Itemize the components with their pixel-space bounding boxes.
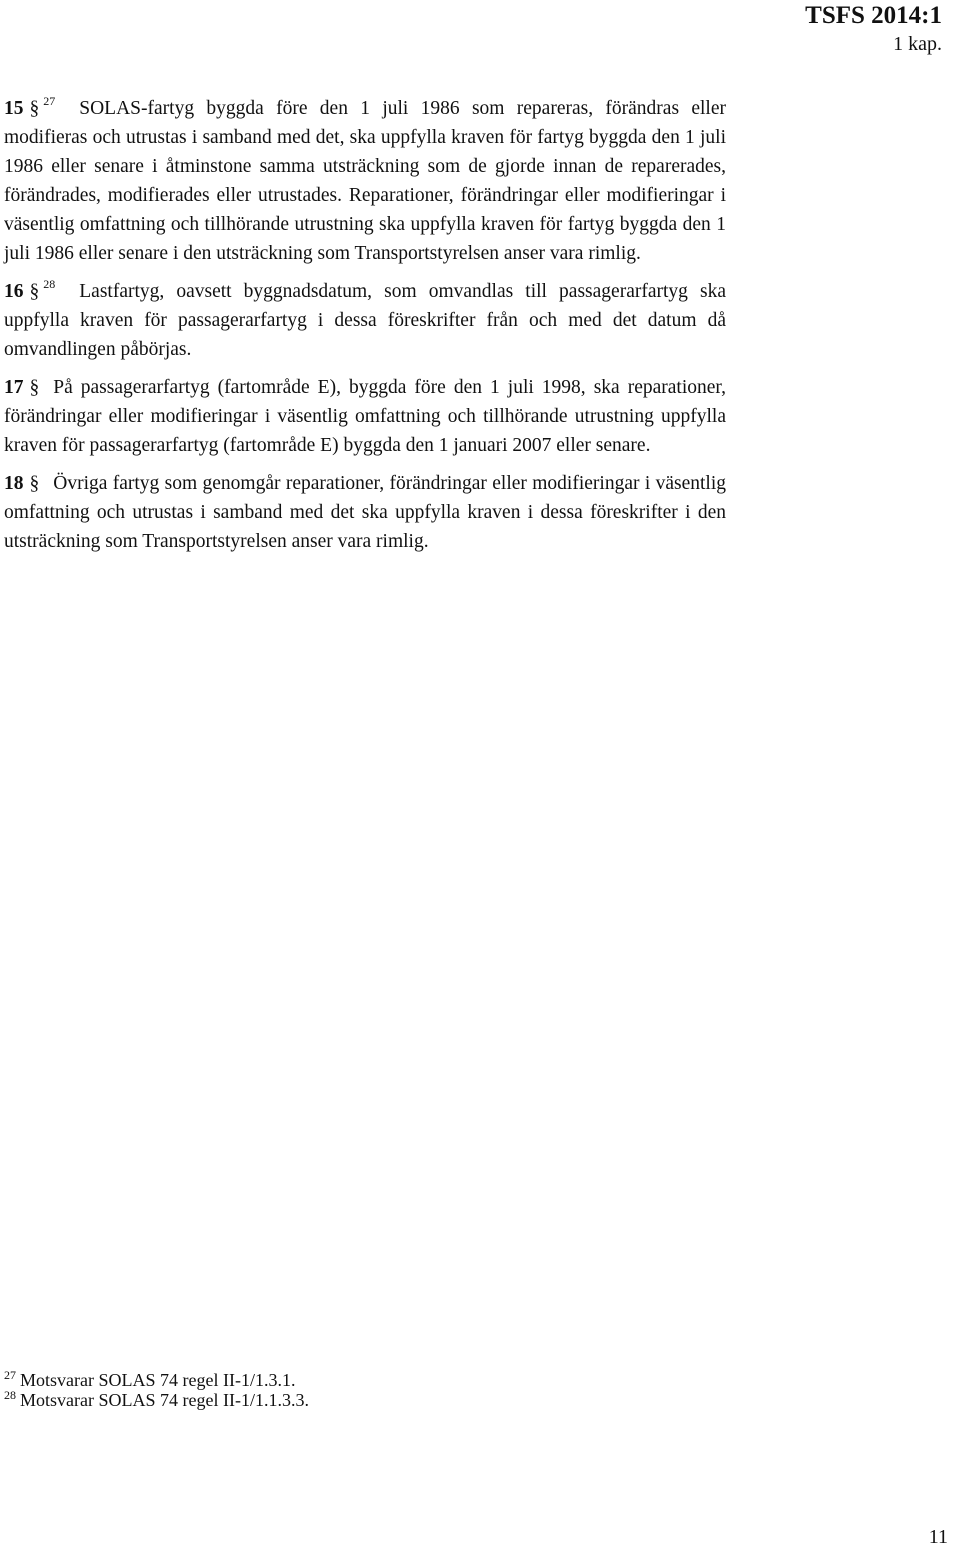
footnotes <box>4 1370 309 1410</box>
footnote-reference: 28 <box>43 277 56 291</box>
page-number: 11 <box>928 1526 948 1548</box>
paragraph-number: 15 <box>4 98 24 119</box>
paragraph-18 <box>4 469 726 556</box>
footnote-28 <box>4 1390 309 1410</box>
paragraph-number: 17 <box>4 377 24 398</box>
paragraph-number: 18 <box>4 473 24 494</box>
page-header <box>805 2 942 58</box>
section-sign: § <box>29 98 40 119</box>
paragraph-15 <box>4 94 726 268</box>
paragraph-text: Lastfartyg, oavsett byggnadsdatum, som omvandlas till passagerarfartyg ska uppfylla kraven för passagerarfartyg i dessa föreskrifter från och med det datum då omvandlingen påbörjas. <box>4 281 726 360</box>
paragraph-text: Övriga fartyg som genomgår reparationer, förändringar eller modifieringar i väsentlig omfattning och utrustas i samband med det ska uppfylla kraven i dessa föreskrifter i den utsträckning som Transportstyrelsen anser vara rimlig. <box>4 473 726 552</box>
footnote-27 <box>4 1370 309 1390</box>
footnote-mark: 27 <box>4 1368 16 1382</box>
paragraph-17 <box>4 373 726 460</box>
footnote-reference: 27 <box>43 94 56 108</box>
section-sign: § <box>29 473 40 494</box>
footnote-text: Motsvarar SOLAS 74 regel II-1/1.3.1. <box>20 1370 296 1390</box>
paragraph-text: På passagerarfartyg (fartområde E), byggda före den 1 juli 1998, ska reparationer, förändringar eller modifieringar i väsentlig omfattning och tillhörande utrustning uppfylla kraven för passagerarfartyg (fartområde E) byggda den 1 januari 2007 eller senare. <box>4 377 726 456</box>
section-sign: § <box>29 281 40 302</box>
footnote-mark: 28 <box>4 1388 16 1402</box>
paragraph-16 <box>4 277 726 364</box>
section-sign: § <box>29 377 40 398</box>
footnote-text: Motsvarar SOLAS 74 regel II-1/1.1.3.3. <box>20 1390 309 1410</box>
document-body <box>4 94 726 565</box>
chapter-label: 1 kap. <box>893 33 942 55</box>
series-label: TSFS 2014:1 <box>805 2 942 29</box>
paragraph-number: 16 <box>4 281 24 302</box>
paragraph-text: SOLAS-fartyg byggda före den 1 juli 1986 som repareras, förändras eller modifieras och utrustas i samband med det, ska uppfylla kraven för fartyg byggda den 1 juli 1986 eller senare i åtminstone samma utsträckning som de gjorde innan de reparerades, förändrades, modifierades eller utrustades. Reparationer, förändringar eller modifieringar i väsentlig omfattning och tillhörande utrustning ska uppfylla kraven för fartyg byggda den 1 juli 1986 eller senare i den utsträckning som Transportstyrelsen anser vara rimlig. <box>4 98 726 264</box>
